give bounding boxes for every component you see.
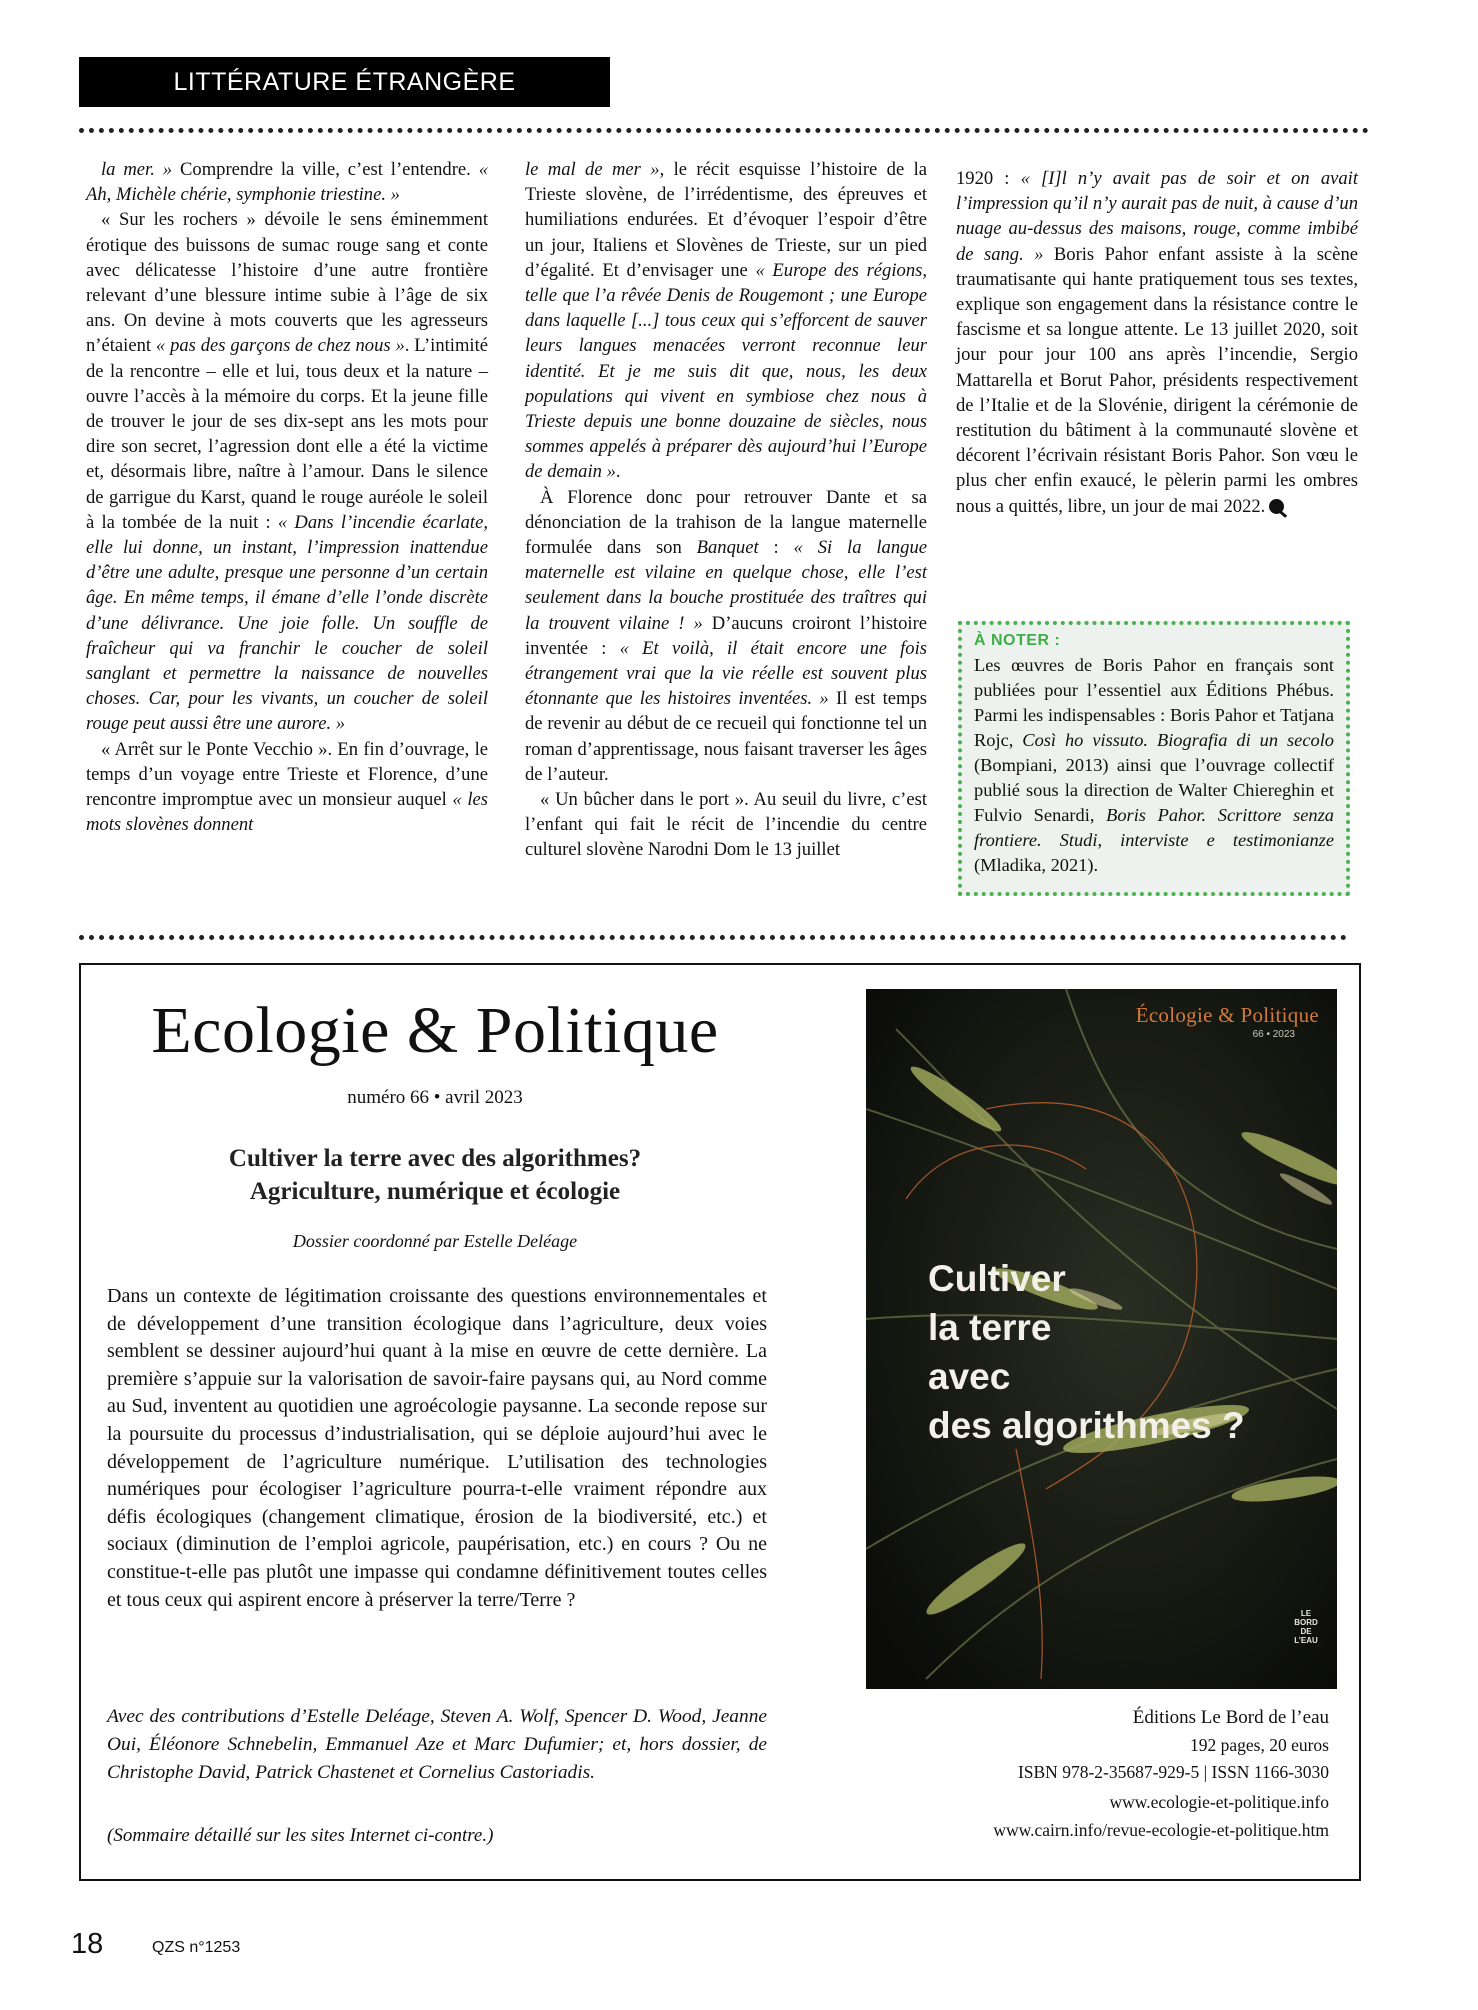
isbn-issn: ISBN 978-2-35687-929-5 | ISSN 1166-3030 bbox=[1017, 1762, 1329, 1782]
quotation-italic: Boris Pahor. Scrittore senza frontiere. Studi, interviste e testimonianze bbox=[974, 805, 1334, 850]
journal-cover bbox=[866, 989, 1337, 1689]
advertisement-box bbox=[79, 963, 1361, 1881]
section-banner bbox=[79, 57, 610, 107]
publisher-logo-line: DE L’EAU bbox=[1294, 1627, 1318, 1645]
end-of-article-icon bbox=[1269, 499, 1284, 514]
ad-journal-title: Ecologie & Politique bbox=[151, 994, 719, 1067]
page-number: 18 bbox=[71, 1928, 104, 1960]
ad-issue: numéro 66 • avril 2023 bbox=[347, 1087, 523, 1108]
article-column-1 bbox=[86, 157, 488, 837]
middle-dotted-rule bbox=[79, 935, 1347, 940]
cover-title-line: des algorithmes ? bbox=[928, 1405, 1245, 1446]
note-title: À NOTER : bbox=[974, 632, 1061, 649]
quotation-italic: Banquet bbox=[696, 537, 759, 559]
website-link-1: www.ecologie-et-politique.info bbox=[1109, 1792, 1329, 1812]
article-paragraph: « Arrêt sur le Ponte Vecchio ». En fin d’ouvrage, le temps d’un voyage entre Trieste et Florence, d’une rencontre impromptue avec un monsieur auquel « les mots slovènes donnent bbox=[86, 738, 488, 836]
cover-title-line: avec bbox=[928, 1356, 1011, 1397]
article-paragraph: 1920 : « [I]l n’y avait pas de soir et on avait l’impression qu’il n’y aurait pas de nuit, à cause d’un nuage au-dessus des maisons, rouge, comme imbibé de sang. » Boris Pahor enfant assiste à la scène traumatisante qui hante pratiquement tous ses textes, explique son engagement dans la résistance contre le fascisme et sa longue attente. Le 13 juillet 2020, soit jour pour jour 100 ans après l’incendie, Sergio Mattarella et Borut Pahor, présidents respectivement de l’Italie et de la Slovénie, dirigent la cérémonie de restitution du bâtiment à la communauté slovène et décorent l’écrivain résistant Boris Pahor. Son vœu le plus cher enfin exaucé, le pèlerin parmi les ombres nous a quittés, libre, un jour de mai 2022. bbox=[956, 168, 1359, 517]
note-body: Les œuvres de Boris Pahor en français sont publiées pour l’essentiel aux Éditions Phébus. Parmi les indispensables : Boris Pahor et Tatjana Rojc, Così ho vissuto. Biografia di un secolo (Bompiani, 2013) ainsi que l’ouvrage collectif publié sous la direction de Walter Chiereghin et Fulvio Senardi, Boris Pahor. Scrittore senza frontiere. Studi, interviste e testimonianze (Mladika, 2021). bbox=[974, 655, 1334, 875]
quotation-italic: « Et voilà, il était encore une fois étrangement vrai que la vie réelle est souvent plus étonnante que les histoires inventées. » bbox=[525, 637, 927, 710]
note-box bbox=[958, 621, 1350, 896]
quotation-italic: « Si la langue maternelle est vilaine en quelque chose, elle l’est seulement dans la bouche prostituée des traîtres qui la trouvent vilaine ! » bbox=[525, 537, 927, 634]
article-paragraph: « Un bûcher dans le port ». Au seuil du livre, c’est l’enfant qui fait le récit de l’incendie du centre culturel slovène Narodni Dom le 13 juillet bbox=[525, 789, 927, 861]
quotation-italic: la mer. » bbox=[101, 159, 173, 180]
publisher-logo-line: LE BORD bbox=[1294, 1609, 1318, 1627]
ad-body-text: Dans un contexte de légitimation croissante des questions environnementales et de développement d’une transition écologique dans l’agriculture, deux voies semblent se dessiner aujourd’hui quant à la mise en œuvre de cette dernière. La première s’appuie sur la valorisation de savoir-faire paysans qui, au Nord comme au Sud, inventent au quotidien une agroécologie paysanne. La seconde repose sur la poursuite du processus d’industrialisation, qui se déploie aujourd’hui avec le développement de l’agriculture numérique. L’utilisation des technologies numériques pour écologiser l’agriculture pourra-t-elle vraiment répondre aux défis écologiques (changement climatique, érosion de la biodiversité, etc.) et sociaux (diminution de l’emploi agricole, paupérisation, etc.) en cours ? Ou ne constitue-t-elle pas plutôt une impasse qui condamne définitivement toutes celles et tous ceux qui aspirent encore à préserver la terre/Terre ? bbox=[107, 1285, 767, 1611]
cover-journal-name: Écologie & Politique bbox=[1135, 1003, 1319, 1027]
article-paragraph: « Sur les rochers » dévoile le sens éminemment érotique des buissons de sumac rouge sang et conte avec délicatesse l’histoire d’une autre frontière relevant d’une blessure intime subie à l’âge de six ans. On devine à mots couverts que les agresseurs n’étaient « pas des garçons de chez nous ». L’intimité de la rencontre – elle et lui, tous deux et la nature – ouvre l’accès à la mémoire du corps. Et la jeune fille de trouver le jour de ses dix-sept ans les mots pour dire son secret, l’agression dont elle a été la victime et, désormais libre, naître à l’amour. Dans le silence de garrigue du Karst, quand le rouge auréole le soleil à la tombée de la nuit : « Dans l’incendie écarlate, elle lui donne, un instant, l’impression inattendue d’être une adulte, presque une personne d’un certain âge. En même temps, il émane d’elle l’onde discrète d’une délivrance. Une joie folle. Un souffle de fraîcheur qui va franchir le coucher de soleil sanglant et permettre la naissance de nouvelles choses. Car, pour les vivants, un coucher de soleil rouge peut aussi être une aurore. » bbox=[86, 209, 488, 735]
article-paragraph: À Florence donc pour retrouver Dante et sa dénonciation de la trahison de la langue maternelle formulée dans son Banquet : « Si la langue maternelle est vilaine en quelque chose, elle l’est seulement dans la bouche prostituée des traîtres qui la trouvent vilaine ! » D’aucuns croiront l’histoire inventée : « Et voilà, il était encore une fois étrangement vrai que la vie réelle est souvent plus étonnante que les histoires inventées. » Il est temps de revenir au début de ce recueil qui fonctionne tel un roman d’apprentissage, nous faisant traverser les âges de l’auteur. bbox=[525, 486, 928, 785]
article-paragraph: la mer. » Comprendre la ville, c’est l’entendre. « Ah, Michèle chérie, symphonie triestine. » bbox=[86, 159, 489, 206]
quotation-italic: le mal de mer » bbox=[525, 159, 660, 180]
magazine-issue: QZS n°1253 bbox=[152, 1939, 241, 1956]
article-column-3 bbox=[956, 166, 1358, 519]
quotation-italic: « les mots slovènes donnent bbox=[86, 789, 488, 836]
publisher-logo bbox=[1289, 1609, 1323, 1645]
ad-headline: Cultiver la terre avec des algorithmes? bbox=[228, 1145, 642, 1172]
article-paragraph: le mal de mer », le récit esquisse l’histoire de la Trieste slovène, de l’irrédentisme, des épreuves et humiliations endurées. Et d’évoquer l’espoir d’être un jour, Italiens et Slovènes de Trieste, sur un pied d’égalité. Et d’envisager une « Europe des régions, telle que l’a rêvée Denis de Rougemont ; une Europe dans laquelle [...] tous ceux qui s’efforcent de sauver leurs langues menacées verront reconnue leur identité. Et je me suis dit que, nous, les deux populations qui vivent en symbiose chez nous à Trieste depuis une bonne douzaine de siècles, nous sommes appelés à préparer dès aujourd’hui l’Europe de demain ». bbox=[525, 159, 927, 483]
quotation-italic: « pas des garçons de chez nous » bbox=[155, 335, 405, 357]
top-dotted-rule bbox=[79, 128, 1369, 133]
quotation-italic: « Dans l’incendie écarlate, elle lui donne, un instant, l’impression inattendue d’être une adulte, presque une personne d’un certain âge. En même temps, il émane d’elle l’onde discrète d’une délivrance. Une joie folle. Un souffle de fraîcheur qui va franchir le coucher de soleil sanglant et permettre la naissance de nouvelles choses. Car, pour les vivants, un coucher de soleil rouge peut aussi être une aurore. » bbox=[86, 511, 488, 735]
quotation-italic: « [I]l n’y avait pas de soir et on avait l’impression qu’il n’y aurait pas de nuit, à cause d’un nuage au-dessus des maisons, rouge, comme imbibé de sang. » bbox=[956, 168, 1359, 265]
cover-issue-number: 66 • 2023 bbox=[1252, 1029, 1295, 1040]
ad-subheadline: Agriculture, numérique et écologie bbox=[249, 1178, 621, 1205]
ad-summary-note: (Sommaire détaillé sur les sites Internet ci-contre.) bbox=[107, 1825, 494, 1846]
section-title: LITTÉRATURE ÉTRANGÈRE bbox=[173, 67, 516, 96]
quotation-italic: « Europe des régions, telle que l’a rêvée Denis de Rougemont ; une Europe dans laquelle [...] tous ceux qui s’efforcent de sauver leurs langues menacées verront reconnue leur identité. Et je me suis dit que, nous, les deux populations qui vivent en symbiose chez nous à Trieste depuis une bonne douzaine de siècles, nous sommes appelés à préparer dès aujourd’hui l’Europe de demain » bbox=[525, 259, 927, 483]
quotation-italic: « Ah, Michèle chérie, symphonie triestine. » bbox=[86, 159, 489, 206]
cover-title-line: la terre bbox=[928, 1307, 1052, 1348]
pages-price: 192 pages, 20 euros bbox=[1189, 1735, 1329, 1755]
cover-title-line: Cultiver bbox=[928, 1258, 1066, 1299]
ad-coordinator: Dossier coordonné par Estelle Deléage bbox=[292, 1231, 578, 1251]
article-column-2 bbox=[525, 157, 927, 863]
website-link-2: www.cairn.info/revue-ecologie-et-politique.htm bbox=[993, 1820, 1329, 1840]
quotation-italic: Così ho vissuto. Biografia di un secolo bbox=[1022, 730, 1334, 750]
publisher-name: Éditions Le Bord de l’eau bbox=[1132, 1707, 1329, 1728]
cover-title bbox=[928, 1254, 1328, 1450]
ad-contributors: Avec des contributions d’Estelle Deléage, Steven A. Wolf, Spencer D. Wood, Jeanne Oui, Éléonore Schnebelin, Emmanuel Aze et Marc Dufumier; et, hors dossier, de Christophe David, Patrick Chastenet et Cornelius Castoriadis. bbox=[107, 1706, 767, 1783]
